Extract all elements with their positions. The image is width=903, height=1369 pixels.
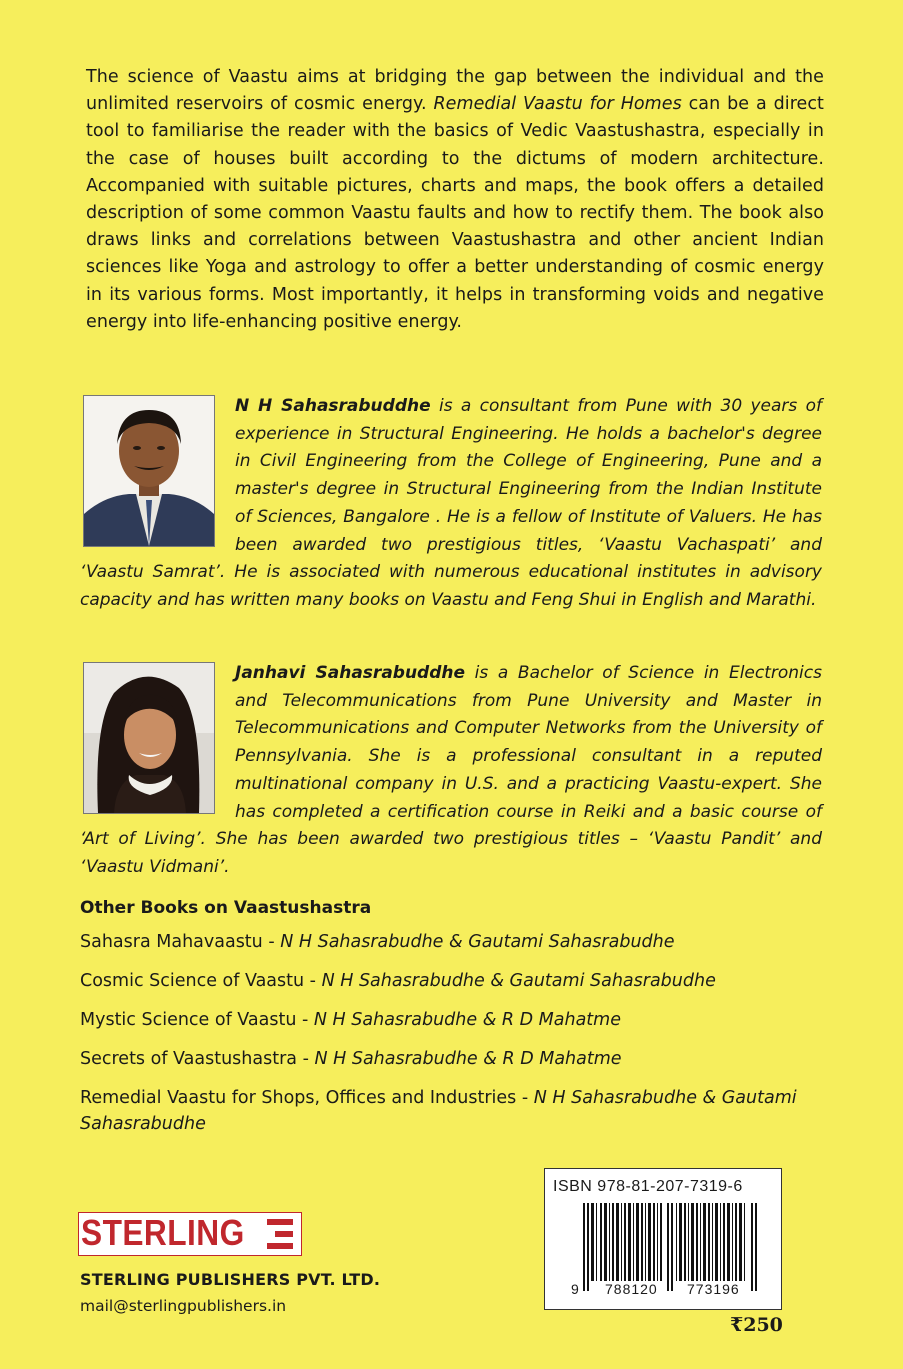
book-title-italic: Remedial Vaastu for Homes xyxy=(433,94,682,115)
author-photo-nh xyxy=(83,395,215,547)
author-name-nh: N H Sahasrabuddhe xyxy=(235,396,431,416)
book-item: Remedial Vaastu for Shops, Offices and Industries - N H Sahasrabudhe & Gautami Sahasrabudhe xyxy=(80,1088,797,1134)
barcode-digit-first: 9 xyxy=(571,1281,580,1297)
author-bio-2 xyxy=(80,660,822,882)
other-books-heading: Other Books on Vaastushastra xyxy=(80,898,372,918)
isbn-label: ISBN 978-81-207-7319-6 xyxy=(553,1178,743,1195)
barcode-digits-left: 788120 xyxy=(605,1281,658,1297)
book-item: Secrets of Vaastushastra - N H Sahasrabudhe & R D Mahatme xyxy=(80,1049,622,1069)
publisher-email[interactable]: mail@sterlingpublishers.in xyxy=(80,1297,287,1315)
author-bio-1 xyxy=(80,393,822,615)
book-item: Cosmic Science of Vaastu - N H Sahasrabudhe & Gautami Sahasrabudhe xyxy=(80,971,716,991)
other-books-section xyxy=(80,898,800,1150)
price: ₹250 xyxy=(730,1314,783,1336)
book-authors: N H Sahasrabudhe & R D Mahatme xyxy=(313,1010,621,1030)
intro-text-1: The science of Vaastu aims at bridging the gap between the individual and the unlimited reservoirs of cosmic energy. xyxy=(86,67,824,115)
author-bio-text-janhavi: is a Bachelor of Science in Electronics and Telecommunications from Pune University and Master in Telecommunications and Computer Networks from the University of Pennsylvania. She is a professional consultant in a reputed multinational company in U.S. and a practicing Vaastu-expert. She has completed a certification course in Reiki and a basic course of ‘Art of Living’. She has been awarded two prestigious titles – ‘Vaastu Pandit’ and ‘Vaastu Vidmani’. xyxy=(80,663,822,877)
sterling-logo xyxy=(78,1212,302,1256)
author-name-janhavi: Janhavi Sahasrabuddhe xyxy=(235,663,466,683)
book-title: Cosmic Science of Vaastu xyxy=(80,971,305,991)
barcode-icon xyxy=(575,1203,775,1291)
isbn-barcode-box xyxy=(544,1168,782,1310)
book-authors: N H Sahasrabudhe & Gautami Sahasrabudhe xyxy=(280,932,675,952)
intro-paragraph xyxy=(86,64,824,336)
logo-text: STERLING xyxy=(81,1212,245,1253)
intro-text-2: can be a direct tool to familiarise the reader with the basics of Vedic Vaastushastra, especially in the case of houses built according to the dictums of modern architecture. Accompanied with suitable pictures, charts and maps, the book offers a detailed description of some common Vaastu faults and how to rectify them. The book also draws links and correlations between Vaastushastra and other ancient Indian sciences like Yoga and astrology to offer a better understanding of cosmic energy in its various forms. Most importantly, it helps in transforming voids and negative energy into life-enhancing positive energy. xyxy=(86,94,824,332)
book-title: Mystic Science of Vaastu xyxy=(80,1010,297,1030)
book-title: Secrets of Vaastushastra xyxy=(80,1049,298,1069)
publisher-name: STERLING PUBLISHERS PVT. LTD. xyxy=(80,1270,381,1289)
barcode-digits-right: 773196 xyxy=(687,1281,740,1297)
book-authors: N H Sahasrabudhe & Gautami Sahasrabudhe xyxy=(80,1088,797,1134)
author-photo-janhavi xyxy=(83,662,215,814)
book-authors: N H Sahasrabudhe & Gautami Sahasrabudhe xyxy=(321,971,716,991)
book-authors: N H Sahasrabudhe & R D Mahatme xyxy=(314,1049,622,1069)
author-bio-text-nh: is a consultant from Pune with 30 years of experience in Structural Engineering. He holds a bachelor's degree in Civil Engineering from the College of Engineering, Pune and a master's degree in Structural Engineering from the Indian Institute of Sciences, Bangalore . He is a fellow of Institute of Valuers. He has been awarded two prestigious titles, ‘Vaastu Vachaspati’ and ‘Vaastu Samrat’. He is associated with numerous educational institutes in advisory capacity and has written many books on Vaastu and Feng Shui in English and Marathi. xyxy=(80,396,822,610)
logo-mark-icon xyxy=(267,1219,295,1249)
book-title: Sahasra Mahavaastu xyxy=(80,932,263,952)
book-item: Mystic Science of Vaastu - N H Sahasrabudhe & R D Mahatme xyxy=(80,1010,621,1030)
book-item: Sahasra Mahavaastu - N H Sahasrabudhe & Gautami Sahasrabudhe xyxy=(80,932,675,952)
book-title: Remedial Vaastu for Shops, Offices and Industries xyxy=(80,1088,517,1108)
